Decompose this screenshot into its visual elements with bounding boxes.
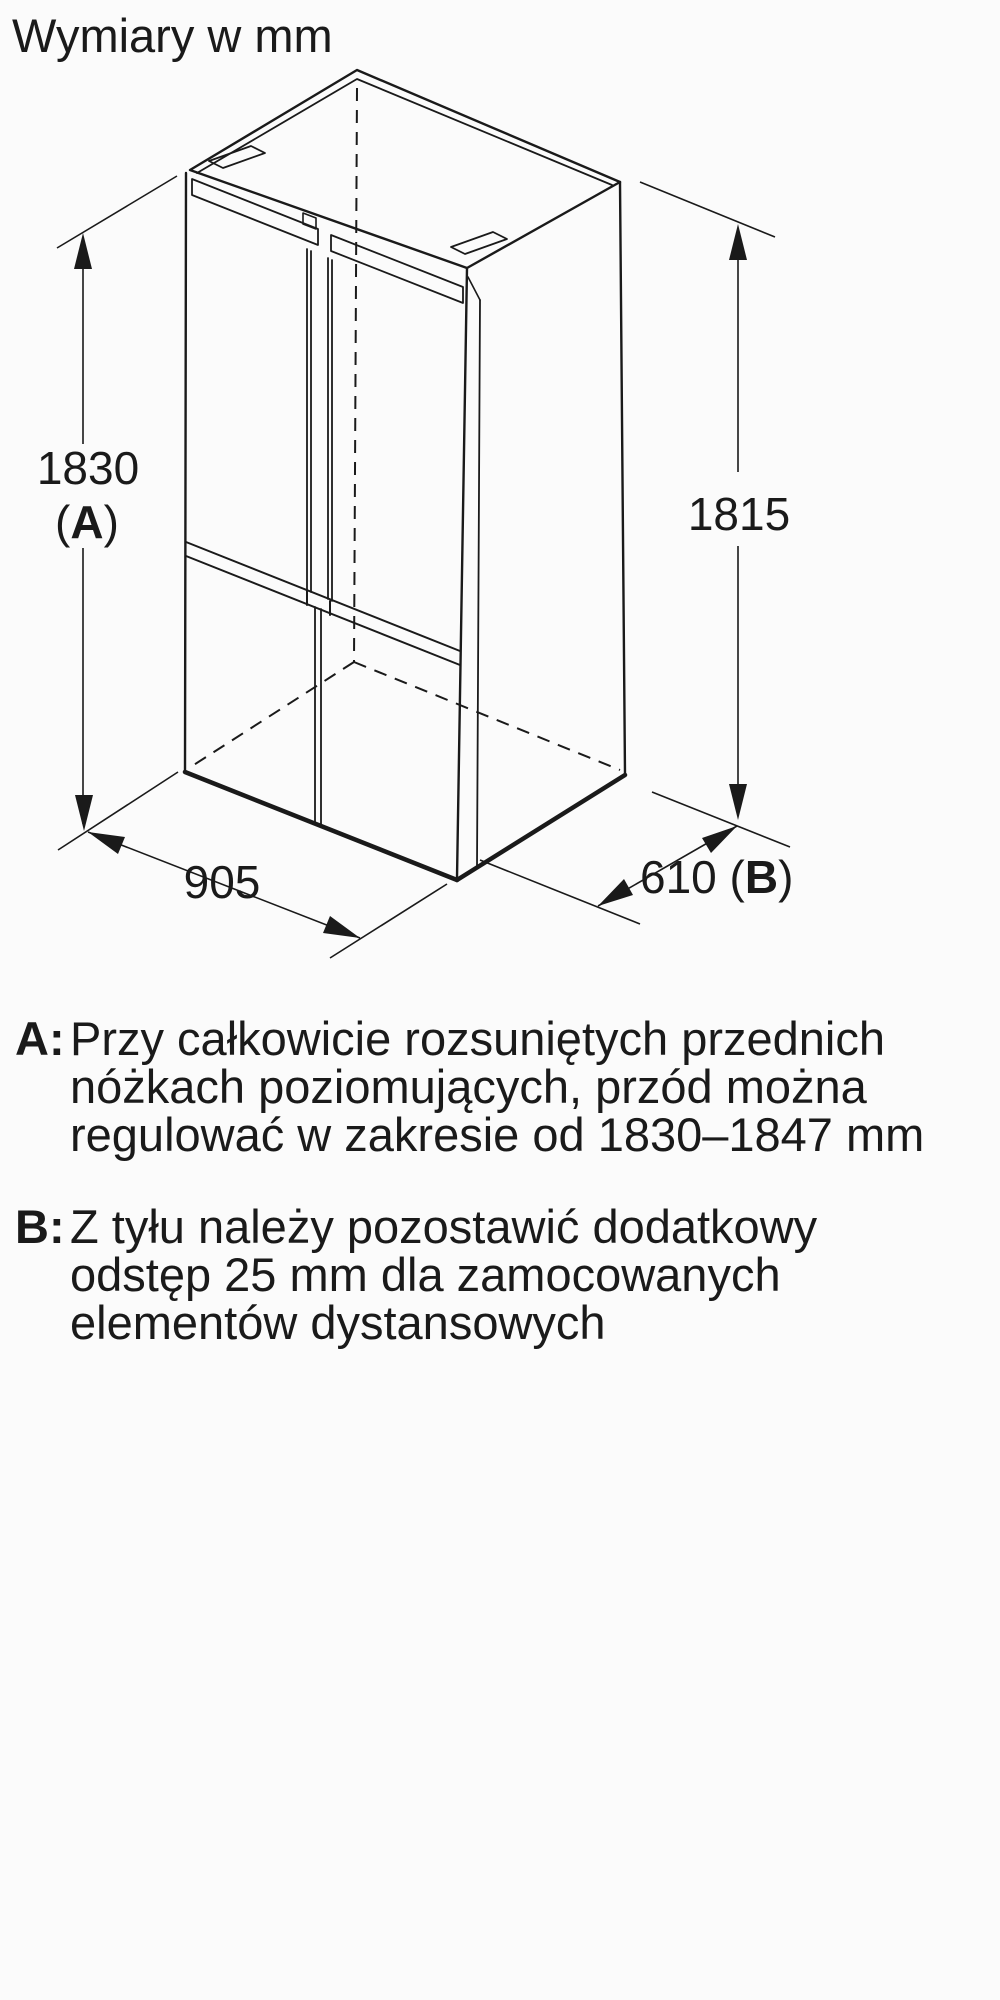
mid-band [186,542,460,665]
arrow-depth-right [702,826,737,853]
note-b [15,1200,818,1349]
dimension-labels [37,442,794,908]
dimension-lines [57,176,790,958]
ext-line-top-right [640,182,775,237]
arrow-front-height-bottom [75,795,93,831]
fridge-drawing [185,70,625,880]
note-b-label: B: [15,1200,65,1253]
ext-line-top-left [57,176,177,248]
note-a-label: A: [15,1012,65,1065]
hidden-bottom-right-edge [354,662,620,770]
note-a-line-3: regulować w zakresie od 1830–1847 mm [70,1108,925,1161]
note-a-line-2: nóżkach poziomujących, przód można [70,1060,867,1113]
door-side-edge [477,300,480,867]
note-a-line-1: Przy całkowicie rozsuniętych przednich [70,1012,885,1065]
door-side-edge-top [468,277,480,300]
upper-door-gap [307,249,332,601]
note-b-line-1: Z tyłu należy pozostawić dodatkowy [70,1200,818,1253]
back-height-value: 1815 [687,488,791,540]
fridge-bottom-right-edge [457,775,625,880]
dimension-arrowheads [74,224,747,938]
note-a [15,1012,925,1161]
arrow-width-right [323,916,360,938]
note-b-line-3: elementów dystansowych [70,1296,606,1349]
front-height-ref: (A) [55,496,119,548]
front-height-value: 1830 [36,442,140,494]
arrow-front-height-top [74,233,92,269]
note-b-text [70,1200,818,1349]
depth-value: 610 (B) [640,851,794,903]
arrow-width-left [88,832,125,854]
arrow-depth-left [598,879,633,906]
fridge-left-edge [185,173,186,772]
arrow-back-height-bottom [729,784,747,820]
page-title: Wymiary w mm [12,9,333,62]
note-b-line-2: odstęp 25 mm dla zamocowanych [70,1248,781,1301]
ext-line-width-right [330,884,447,958]
width-value: 905 [183,856,261,908]
arrow-back-height-top [729,224,747,260]
fridge-back-right-edge [620,182,625,775]
note-a-text [70,1012,925,1161]
fridge-front-right-edge [457,268,467,878]
lower-door-gap [315,607,321,827]
hidden-bottom-left-edge [189,662,354,768]
